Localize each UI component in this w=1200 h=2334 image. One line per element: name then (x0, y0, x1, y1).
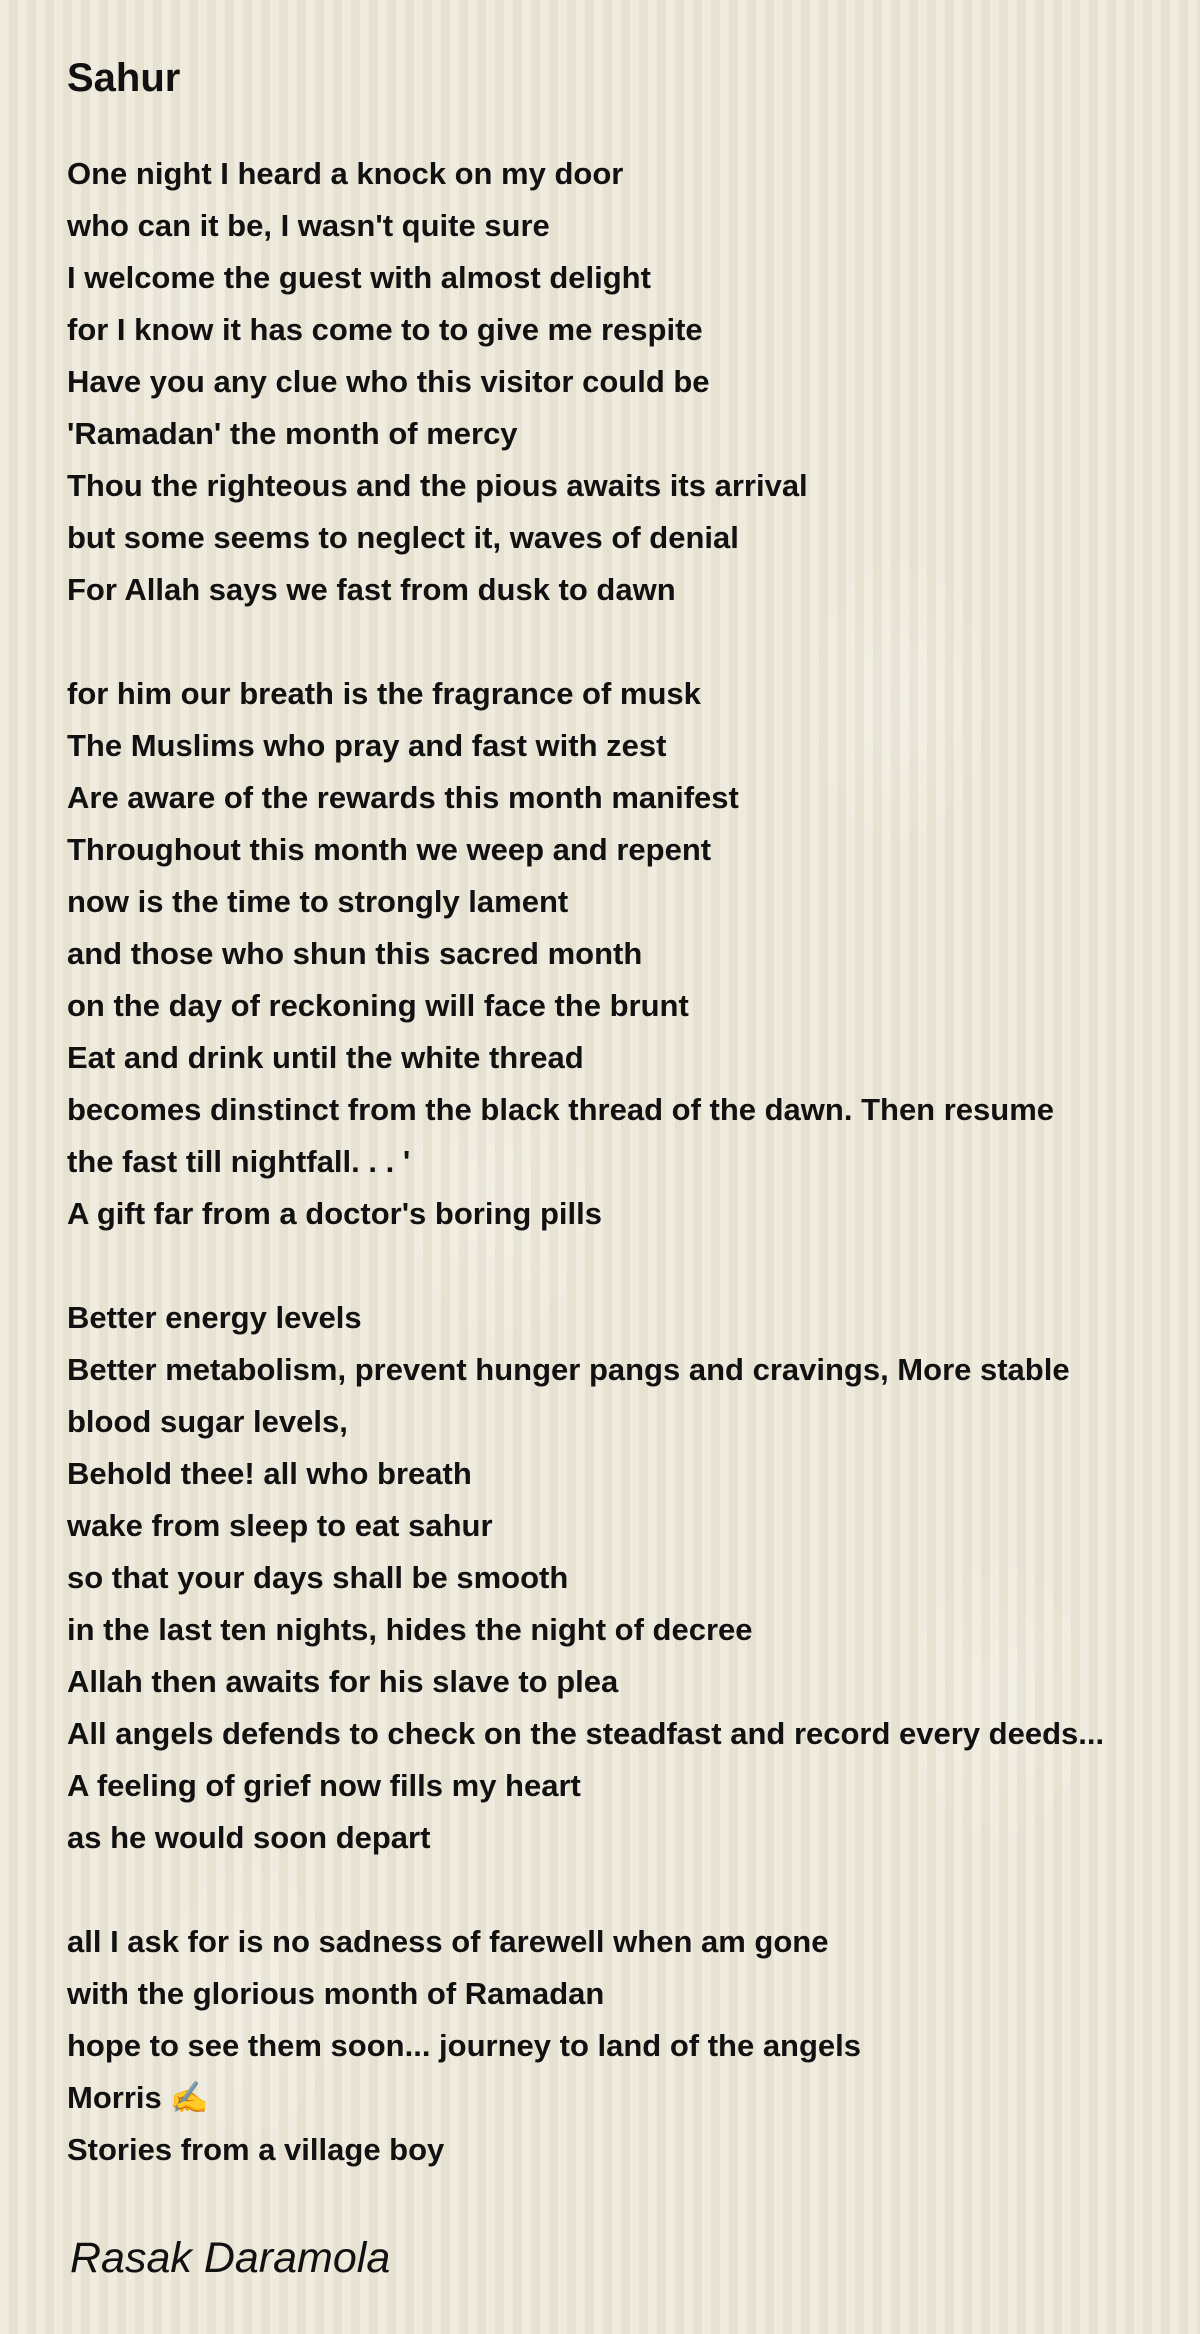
poem-line: but some seems to neglect it, waves of denial (67, 520, 739, 555)
poem-line: A gift far from a doctor's boring pills (67, 1196, 602, 1231)
poem-line: Stories from a village boy (67, 2132, 445, 2167)
poem-line: I welcome the guest with almost delight (67, 260, 651, 295)
poem-line: For Allah says we fast from dusk to dawn (67, 572, 676, 607)
poem-stanza-2 (67, 668, 1177, 1240)
poem-line: Thou the righteous and the pious awaits its arrival (67, 468, 808, 503)
poem-line: Better energy levels (67, 1300, 362, 1335)
poem-line: on the day of reckoning will face the brunt (67, 988, 689, 1023)
poem-line: Have you any clue who this visitor could be (67, 364, 710, 399)
poem-stanza-4 (67, 1916, 1177, 2176)
poem-line: Are aware of the rewards this month manifest (67, 780, 739, 815)
poem-line: for I know it has come to to give me respite (67, 312, 703, 347)
poem-line: now is the time to strongly lament (67, 884, 569, 919)
poem-line: 'Ramadan' the month of mercy (67, 416, 518, 451)
poem-line: The Muslims who pray and fast with zest (67, 728, 667, 763)
poem-line: the fast till nightfall. . . ' (67, 1144, 411, 1179)
poem-line: All angels defends to check on the steadfast and record every deeds... (67, 1716, 1105, 1751)
poem-line: One night I heard a knock on my door (67, 156, 624, 191)
poem-line: who can it be, I wasn't quite sure (67, 208, 550, 243)
poem-author: Rasak Daramola (70, 2234, 391, 2282)
poem-line: so that your days shall be smooth (67, 1560, 569, 1595)
poem-stanza-3 (67, 1292, 1177, 1864)
stanza-break (67, 616, 1177, 668)
poem-line: Morris ✍️ (67, 2080, 209, 2115)
poem-line: wake from sleep to eat sahur (67, 1508, 493, 1543)
poem-line: and those who shun this sacred month (67, 936, 643, 971)
stanza-break (67, 1864, 1177, 1916)
poem-line: Throughout this month we weep and repent (67, 832, 712, 867)
poem-line: Better metabolism, prevent hunger pangs and cravings, More stable (67, 1352, 1070, 1387)
stanza-break (67, 1240, 1177, 1292)
poem-line: hope to see them soon... journey to land of the angels (67, 2028, 862, 2063)
poem-stanza-1 (67, 148, 1177, 616)
poem-body (67, 148, 1177, 2176)
poem-line: Eat and drink until the white thread (67, 1040, 584, 1075)
poem-line: Allah then awaits for his slave to plea (67, 1664, 619, 1699)
poem-line: A feeling of grief now fills my heart (67, 1768, 581, 1803)
poem-line: all I ask for is no sadness of farewell when am gone (67, 1924, 829, 1959)
poem-line: with the glorious month of Ramadan (67, 1976, 605, 2011)
poem-line: Behold thee! all who breath (67, 1456, 472, 1491)
poem-line: becomes dinstinct from the black thread of the dawn. Then resume (67, 1092, 1055, 1127)
poem-line: as he would soon depart (67, 1820, 431, 1855)
poem-line: for him our breath is the fragrance of musk (67, 676, 701, 711)
poem-title: Sahur (67, 56, 181, 100)
poem-line: in the last ten nights, hides the night of decree (67, 1612, 753, 1647)
poem-line: blood sugar levels, (67, 1404, 348, 1439)
